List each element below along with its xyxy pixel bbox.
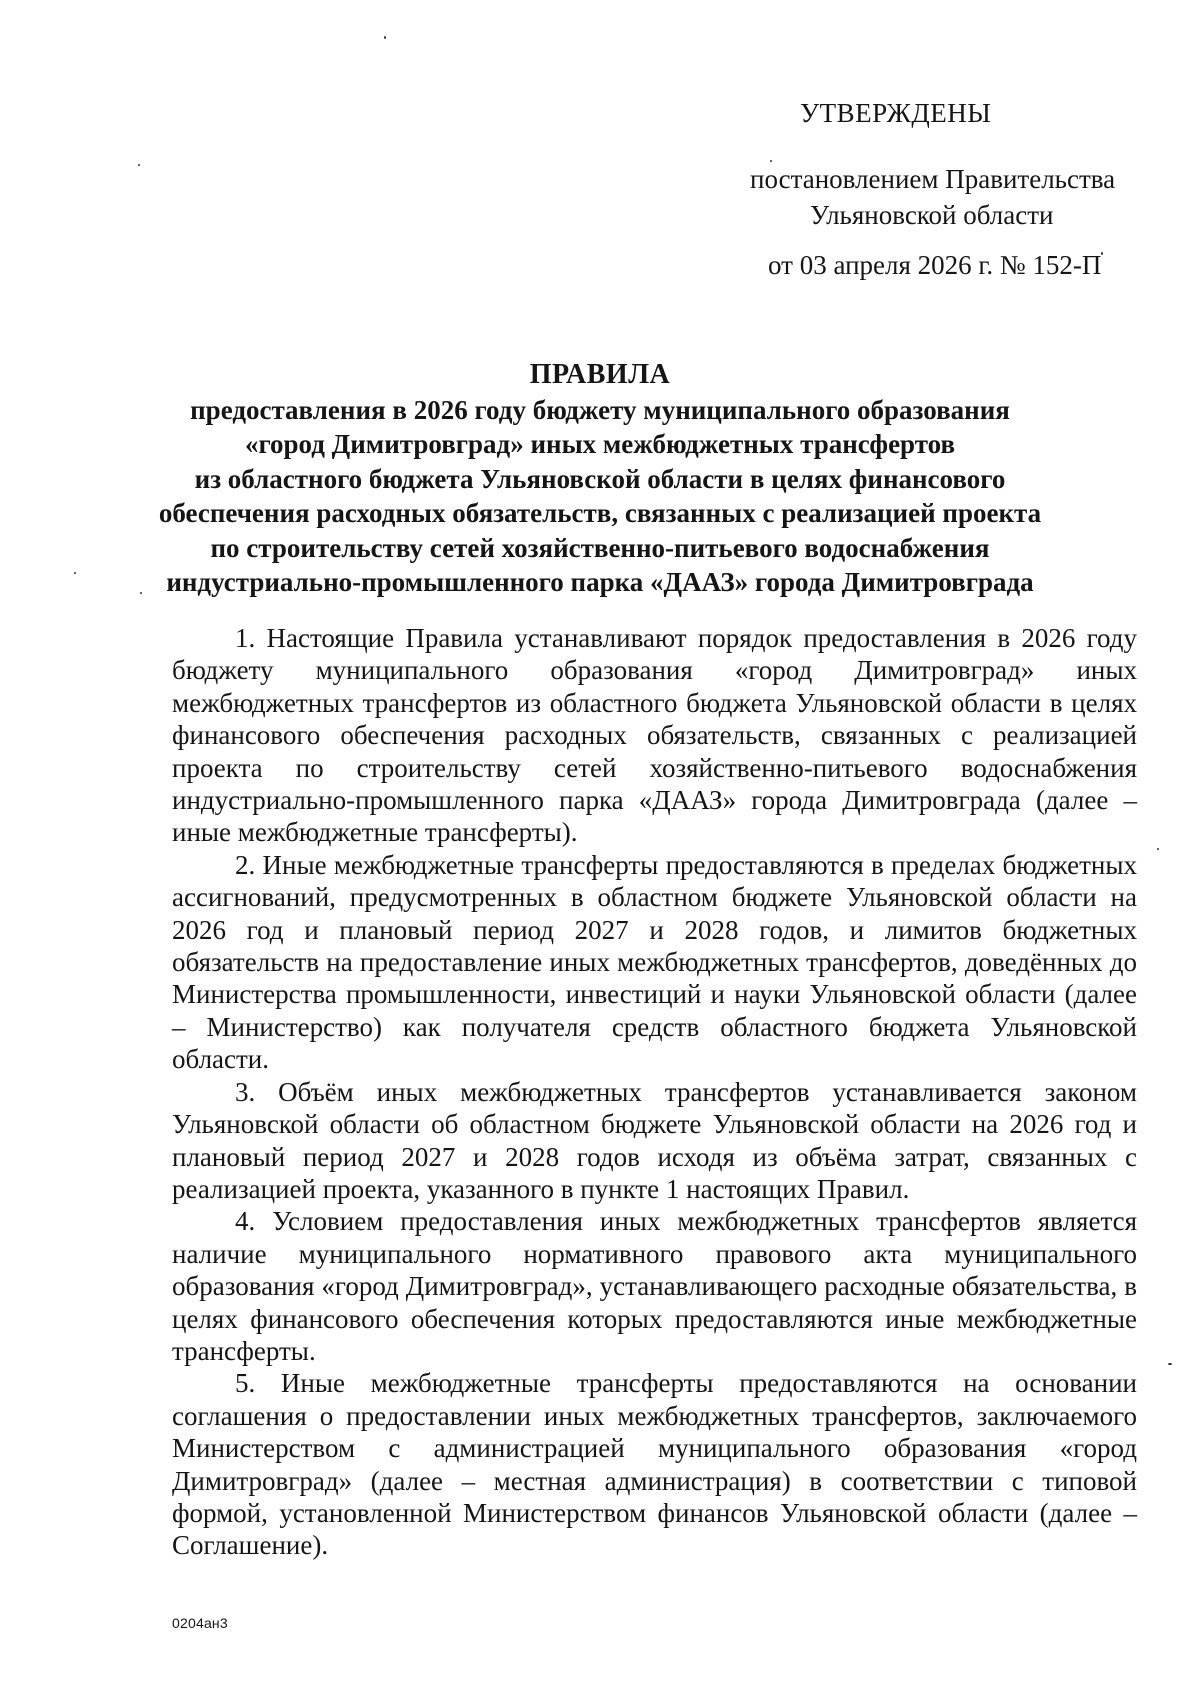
clause-2: 2. Иные межбюджетные трансферты предоставляются в пределах бюджетных ассигнований, предусмотренных в областном бюджете Ульяновской области на 2026 год и плановый период 2027 и 2028 годов, и лимитов бюджетных обязательств на предоставление иных межбюджетных трансфертов, доведённых до Министерства промышленности, инвестиций и науки Ульяновской области (далее – Министерство) как получателя средств областного бюджета Ульяновской области. [172,849,1137,1075]
heading-line: индустриально-промышленного парка «ДААЗ» города Димитровграда [166,567,1034,597]
document-code: 0204ан3 [172,1615,228,1631]
document-heading [130,358,1070,600]
heading-line: из областного бюджета Ульяновской области в целях финансового [194,463,1006,494]
heading-line: обеспечения расходных обязательств, связанных с реализацией проекта [158,498,1042,528]
heading-line: «город Димитровград» иных межбюджетных трансфертов [244,429,956,459]
decree-reference-line1: постановлением Правительства [750,164,1116,194]
clause-5: 5. Иные межбюджетные трансферты предоставляются на основании соглашения о предоставлении иных межбюджетных трансфертов, заключаемого Министерством с администрацией муниципального образования «город Димитровград» (далее – местная администрация) в соответствии с типовой формой, установленной Министерством финансов Ульяновской области (далее – Соглашение). [172,1368,1137,1561]
heading-line: по строительству сетей хозяйственно-питьевого водоснабжения [210,532,990,563]
decree-date-number: от 03 апреля 2026 г. № 152-П [768,250,1102,280]
scan-speck [1157,848,1159,850]
decree-reference-line2: Ульяновской области [810,200,1054,230]
approved-label: УТВЕРЖДЕНЫ [800,98,992,128]
scan-speck [1168,1363,1172,1365]
document-body [172,622,1137,1562]
clause-4: 4. Условием предоставления иных межбюджетных трансфертов является наличие муниципального нормативного правового акта муниципального образования «город Димитровград», устанавливающего расходные обязательства, в целях финансового обеспечения которых предоставляются иные межбюджетные трансферты. [172,1206,1137,1366]
scan-speck [138,164,140,166]
document-title: ПРАВИЛА [529,359,671,390]
scan-speck [74,572,76,574]
scan-speck [384,36,386,39]
clause-3: 3. Объём иных межбюджетных трансфертов устанавливается законом Ульяновской области об областном бюджете Ульяновской области на 2026 год и плановый период 2027 и 2028 годов исходя из объёма затрат, связанных с реализацией проекта, указанного в пункте 1 настоящих Правил. [172,1076,1137,1204]
clause-1: 1. Настоящие Правила устанавливают порядок предоставления в 2026 году бюджету муниципального образования «город Димитровград» иных межбюджетных трансфертов из областного бюджета Ульяновской области в целях финансового обеспечения расходных обязательств, связанных с реализацией проекта по строительству сетей хозяйственно-питьевого водоснабжения индустриально-промышленного парка «ДААЗ» города Димитровграда (далее – иные межбюджетные трансферты). [172,623,1137,848]
heading-line: предоставления в 2026 году бюджету муниципального образования [190,394,1010,425]
